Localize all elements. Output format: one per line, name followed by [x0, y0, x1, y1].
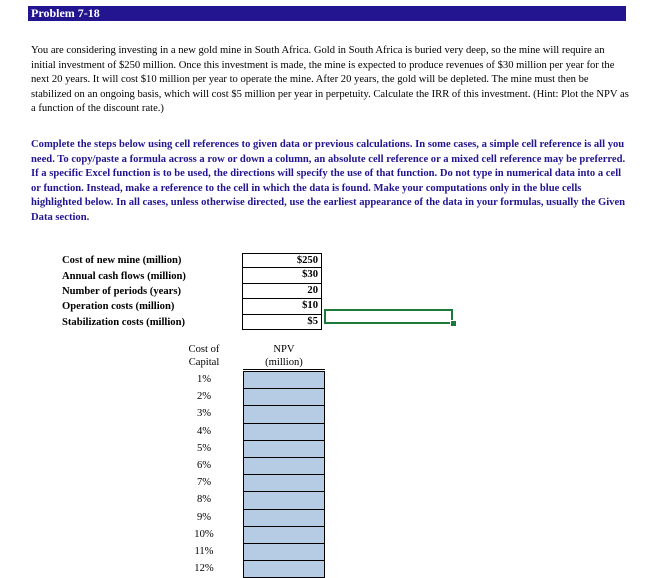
given-value-cell[interactable]: $10	[242, 299, 322, 314]
npv-input-column	[243, 371, 325, 578]
given-value-cell[interactable]: $250	[242, 253, 322, 268]
npv-input-cell[interactable]	[243, 492, 325, 509]
given-label: Number of periods (years)	[62, 285, 181, 297]
discount-rate-column	[174, 371, 234, 577]
discount-rate-cell: 12%	[194, 563, 214, 575]
given-row-stabilization-costs	[62, 315, 322, 330]
problem-title: Problem 7-18	[31, 6, 100, 20]
npv-input-cell[interactable]	[243, 510, 325, 527]
instructions-text: Complete the steps below using cell references to given data or previous calculations. In some cases, a simple cell reference is all you need. To copy/paste a formula across a row or down a column, an absolute cell reference or a mixed cell reference may be preferred. If a specific Excel function is to be used, the directions will specify the use of that function. Do not type in numerical data into a cell or function. Instead, make a reference to the cell in which the data is found. Make your computations only in the blue cells highlighted below. In all cases, unless otherwise directed, use the earliest appearance of the data in your formulas, usually the Given Data section.	[31, 139, 626, 223]
discount-rate-cell: 7%	[196, 477, 212, 489]
given-row-annual-cash-flows	[62, 268, 322, 283]
npv-input-cell[interactable]	[243, 458, 325, 475]
npv-input-cell[interactable]	[243, 372, 325, 389]
discount-rate-cell: 11%	[194, 545, 214, 557]
given-data-section	[62, 253, 322, 330]
npv-input-cell[interactable]	[243, 389, 325, 406]
given-row-number-of-periods	[62, 284, 322, 299]
npv-header	[243, 343, 325, 370]
given-label: Stabilization costs (million)	[62, 316, 186, 328]
given-label: Annual cash flows (million)	[62, 270, 186, 282]
active-cell-selection[interactable]	[324, 309, 453, 324]
npv-input-cell[interactable]	[243, 406, 325, 423]
npv-header-line2: (million)	[243, 356, 325, 370]
given-value-cell[interactable]: $30	[242, 268, 322, 283]
discount-rate-cell: 6%	[196, 459, 212, 471]
cost-of-capital-header-line2: Capital	[188, 357, 220, 368]
discount-rate-cell: 3%	[196, 408, 212, 420]
fill-handle[interactable]	[450, 320, 457, 327]
npv-header-line1: NPV	[273, 344, 295, 355]
discount-rate-cell: 8%	[196, 494, 212, 506]
discount-rate-cell: 4%	[196, 425, 212, 437]
discount-rate-cell: 1%	[196, 374, 212, 385]
npv-input-cell[interactable]	[243, 424, 325, 441]
discount-rate-cell: 2%	[196, 391, 212, 403]
discount-rate-cell: 10%	[194, 528, 214, 540]
problem-description: You are considering investing in a new gold mine in South Africa. Gold in South Africa is buried very deep, so the mine will require an initial investment of $250 million. Once this investment is made, the mine is expected to produce revenues of $30 million per year for the next 20 years. It will cost $10 million per year to operate the mine. After 20 years, the gold will be depleted. The mine must then be stabilized on an ongoing basis, which will cost $5 million per year in perpetuity. Calculate the IRR of this investment. (Hint: Plot the NPV as a function of the discount rate.)	[31, 45, 629, 115]
npv-input-cell[interactable]	[243, 544, 325, 561]
discount-rate-cell: 9%	[196, 511, 212, 523]
given-value-cell[interactable]: 20	[242, 284, 322, 299]
npv-input-cell[interactable]	[243, 561, 325, 578]
given-label: Operation costs (million)	[62, 301, 175, 313]
given-value-cell[interactable]: $5	[242, 315, 322, 330]
given-label: Cost of new mine (million)	[62, 255, 182, 267]
given-row-cost-new-mine	[62, 253, 322, 268]
cost-of-capital-header	[174, 343, 234, 369]
discount-rate-cell: 5%	[196, 442, 212, 454]
given-row-operation-costs	[62, 299, 322, 314]
cost-of-capital-header-line1: Cost of	[188, 344, 220, 355]
npv-input-cell[interactable]	[243, 527, 325, 544]
npv-input-cell[interactable]	[243, 475, 325, 492]
problem-title-bar	[28, 6, 626, 21]
npv-input-cell[interactable]	[243, 441, 325, 458]
